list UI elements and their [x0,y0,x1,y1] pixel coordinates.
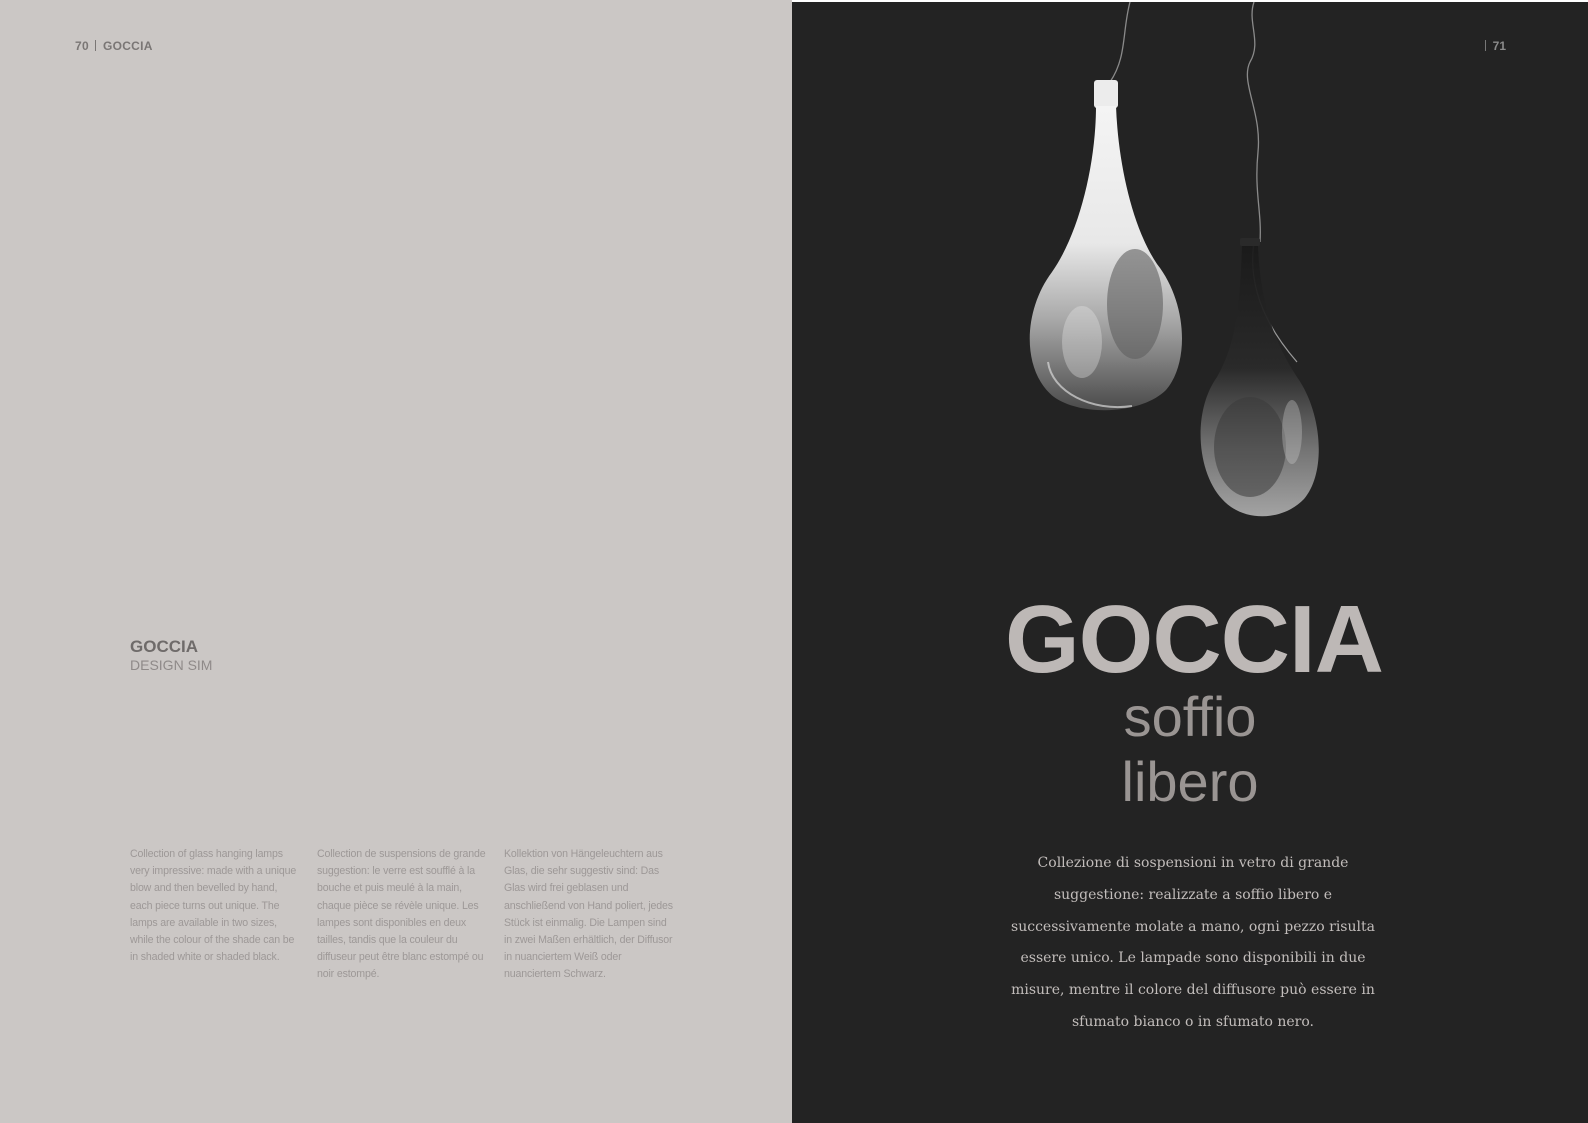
tagline-line-2: libero [1121,750,1259,813]
description-french: Collection de suspensions de grande suggestion: le verre est soufflé à la bouche et puis meulé à la main, chaque pièce se révèle unique. Les lampes sont disponibles en deux tailles, tandis que la couleur du diffuseur peut être blanc estompé ou noir estompé. [317,848,486,981]
description-german: Kollektion von Hängeleuchtern aus Glas, die sehr suggestiv sind: Das Glas wird frei geblasen und anschließend von Hand poliert, jedes Stück ist einmalig. Die Lampen sind in zwei Maßen erhältlich, der Diffusor in nuanciertem Weiß oder nuanciertem Schwarz. [504,848,673,981]
main-title: GOCCIA [1005,586,1383,693]
tagline-line-1: soffio [1123,685,1257,748]
page-header-left [75,39,153,53]
page-number-left: 70 [75,39,89,53]
description-italian: Collezione di sospensioni in vetro di grande suggestione: realizzate a soffio libero e successivamente molate a mano, ogni pezzo risulta essere unico. Le lampade sono disponibili in due misure, mentre il colore del diffusore può essere in sfumato bianco o in sfumato nero. [1011,855,1375,1030]
product-designer: DESIGN SIM [130,657,213,673]
description-english: Collection of glass hanging lamps very impressive: made with a unique blow and then bevelled by hand, each piece turns out unique. The lamps are available in two sizes, while the colour of the shade can be in shaded white or shaded black. [130,848,297,964]
right-page [792,2,1588,1123]
lamp-photo [792,2,1588,542]
product-name: GOCCIA [130,637,198,656]
page-number-right: 71 [1492,39,1506,53]
product-label [130,637,212,674]
running-header: GOCCIA [102,39,153,53]
left-page [0,0,792,1123]
header-divider [95,40,96,51]
